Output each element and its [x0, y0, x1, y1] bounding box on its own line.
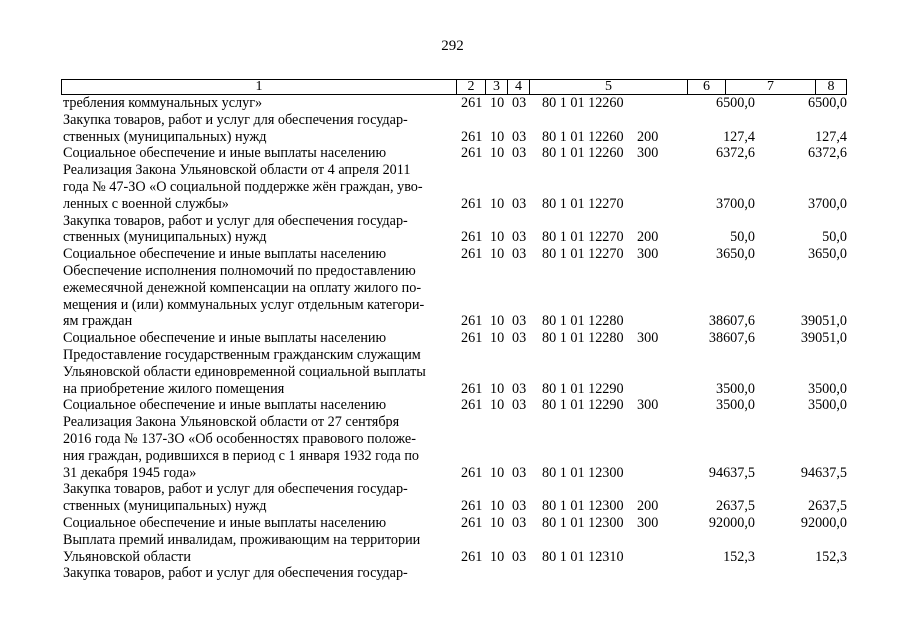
section-code: 10: [490, 330, 505, 347]
section-code: 10: [490, 128, 505, 145]
subsection-code: 03: [512, 145, 527, 162]
admin-code: 261: [461, 330, 483, 347]
admin-code: 261: [461, 514, 483, 531]
target-article-code: 80 1 01 12300: [542, 464, 624, 481]
row-name-line: 2016 года № 137-ЗО «Об особенностях правового положе-: [63, 430, 416, 447]
row-name: [63, 162, 455, 212]
amount-year-1: 3700,0: [715, 195, 755, 212]
target-article-code: 80 1 01 12300: [542, 514, 624, 531]
subsection-code: 03: [512, 128, 527, 145]
amount-year-2: 127,4: [815, 128, 847, 145]
expense-type-code: 300: [637, 514, 659, 531]
row-name: [63, 347, 455, 397]
target-article-code: 80 1 01 12270: [542, 246, 624, 263]
amount-year-1: 127,4: [723, 128, 755, 145]
row-name: [63, 263, 455, 330]
row-name: [63, 532, 455, 566]
table-row: [0, 397, 905, 414]
row-name: [63, 515, 455, 532]
row-name: [63, 330, 455, 347]
section-code: 10: [490, 548, 505, 565]
subsection-code: 03: [512, 95, 527, 111]
row-name-line: Социальное обеспечение и иные выплаты населению: [63, 145, 387, 162]
table-row: [0, 112, 905, 146]
amount-year-1: 6372,6: [715, 145, 755, 162]
subsection-code: 03: [512, 514, 527, 531]
amount-year-2: 50,0: [822, 229, 847, 246]
section-code: 10: [490, 145, 505, 162]
row-name: [63, 95, 455, 112]
row-name-line: Закупка товаров, работ и услуг для обеспечения государ-: [63, 111, 408, 128]
section-code: 10: [490, 380, 505, 397]
admin-code: 261: [461, 397, 483, 414]
subsection-code: 03: [512, 548, 527, 565]
admin-code: 261: [461, 246, 483, 263]
table-row: [0, 213, 905, 247]
admin-code: 261: [461, 145, 483, 162]
row-name-line: требления коммунальных услуг»: [63, 95, 263, 111]
page-number: 292: [441, 38, 464, 54]
subsection-code: 03: [512, 313, 527, 330]
section-code: 10: [490, 464, 505, 481]
row-name-line: ственных (муниципальных) нужд: [63, 128, 267, 145]
subsection-code: 03: [512, 397, 527, 414]
row-name-line: ственных (муниципальных) нужд: [63, 229, 267, 246]
amount-year-1: 92000,0: [708, 514, 755, 531]
admin-code: 261: [461, 380, 483, 397]
header-col-4: 4: [508, 80, 530, 94]
amount-year-1: 152,3: [723, 548, 755, 565]
amount-year-1: 3500,0: [715, 397, 755, 414]
section-code: 10: [490, 313, 505, 330]
target-article-code: 80 1 01 12280: [542, 330, 624, 347]
section-code: 10: [490, 514, 505, 531]
section-code: 10: [490, 246, 505, 263]
header-col-7: 7: [726, 80, 816, 94]
row-name-line: ния граждан, родившихся в период с 1 января 1932 года по: [63, 447, 420, 464]
header-col-6: 6: [688, 80, 726, 94]
subsection-code: 03: [512, 229, 527, 246]
target-article-code: 80 1 01 12310: [542, 548, 624, 565]
admin-code: 261: [461, 498, 483, 515]
row-name-line: Реализация Закона Ульяновской области от 27 сентября: [63, 414, 400, 431]
target-article-code: 80 1 01 12270: [542, 229, 624, 246]
expense-type-code: 200: [637, 229, 659, 246]
section-code: 10: [490, 397, 505, 414]
target-article-code: 80 1 01 12260: [542, 145, 624, 162]
target-article-code: 80 1 01 12290: [542, 380, 624, 397]
row-name-line: Закупка товаров, работ и услуг для обеспечения государ-: [63, 481, 408, 498]
subsection-code: 03: [512, 330, 527, 347]
row-name-line: ственных (муниципальных) нужд: [63, 498, 267, 515]
row-name-line: ленных с военной службы»: [63, 195, 229, 212]
section-code: 10: [490, 498, 505, 515]
row-name: [63, 246, 455, 263]
amount-year-2: 152,3: [815, 548, 847, 565]
table-row: [0, 145, 905, 162]
amount-year-2: 3700,0: [807, 195, 847, 212]
amount-year-2: 92000,0: [800, 514, 847, 531]
header-col-3: 3: [486, 80, 508, 94]
subsection-code: 03: [512, 246, 527, 263]
row-name-line: Выплата премий инвалидам, проживающим на территории: [63, 531, 421, 548]
table-row: [0, 414, 905, 481]
expense-type-code: 200: [637, 498, 659, 515]
admin-code: 261: [461, 128, 483, 145]
subsection-code: 03: [512, 380, 527, 397]
target-article-code: 80 1 01 12290: [542, 397, 624, 414]
table-header: [61, 79, 847, 95]
table-body: [0, 95, 905, 582]
amount-year-1: 38607,6: [708, 330, 755, 347]
amount-year-1: 3650,0: [715, 246, 755, 263]
expense-type-code: 300: [637, 330, 659, 347]
header-col-1: 1: [62, 80, 457, 94]
table-row: [0, 565, 905, 582]
admin-code: 261: [461, 195, 483, 212]
target-article-code: 80 1 01 12270: [542, 195, 624, 212]
amount-year-2: 3650,0: [807, 246, 847, 263]
amount-year-1: 2637,5: [715, 498, 755, 515]
row-name: [63, 481, 455, 515]
row-name-line: Социальное обеспечение и иные выплаты населению: [63, 330, 387, 347]
amount-year-2: 3500,0: [807, 380, 847, 397]
target-article-code: 80 1 01 12300: [542, 498, 624, 515]
table-row: [0, 330, 905, 347]
row-name-line: на приобретение жилого помещения: [63, 380, 285, 397]
table-row: [0, 515, 905, 532]
amount-year-2: 2637,5: [807, 498, 847, 515]
admin-code: 261: [461, 313, 483, 330]
table-row: [0, 532, 905, 566]
row-name-line: 31 декабря 1945 года»: [63, 464, 197, 481]
row-name-line: ям граждан: [63, 313, 133, 330]
row-name-line: мещения и (или) коммунальных услуг отдельным категори-: [63, 296, 425, 313]
amount-year-2: 39051,0: [800, 330, 847, 347]
row-name-line: Социальное обеспечение и иные выплаты населению: [63, 397, 387, 414]
table-row: [0, 95, 905, 112]
target-article-code: 80 1 01 12260: [542, 128, 624, 145]
header-col-5: 5: [530, 80, 688, 94]
amount-year-2: 3500,0: [807, 397, 847, 414]
row-name: [63, 397, 455, 414]
row-name: [63, 112, 455, 146]
row-name-line: Ульяновской области единовременной социальной выплаты: [63, 363, 426, 380]
table-row: [0, 481, 905, 515]
row-name: [63, 213, 455, 247]
subsection-code: 03: [512, 498, 527, 515]
row-name-line: Социальное обеспечение и иные выплаты населению: [63, 246, 387, 263]
expense-type-code: 300: [637, 397, 659, 414]
table-row: [0, 263, 905, 330]
row-name-line: ежемесячной денежной компенсации на оплату жилого по-: [63, 279, 422, 296]
row-name: [63, 145, 455, 162]
subsection-code: 03: [512, 195, 527, 212]
admin-code: 261: [461, 464, 483, 481]
target-article-code: 80 1 01 12260: [542, 95, 624, 111]
admin-code: 261: [461, 229, 483, 246]
row-name-line: Ульяновской области: [63, 548, 191, 565]
expense-type-code: 200: [637, 128, 659, 145]
row-name: [63, 414, 455, 481]
amount-year-1: 6500,0: [715, 95, 755, 111]
row-name-line: Реализация Закона Ульяновской области от 4 апреля 2011: [63, 162, 411, 179]
amount-year-2: 6500,0: [807, 95, 847, 111]
amount-year-1: 50,0: [730, 229, 755, 246]
row-name-line: года № 47-ЗО «О социальной поддержке жён граждан, уво-: [63, 178, 423, 195]
amount-year-2: 39051,0: [800, 313, 847, 330]
row-name: [63, 565, 455, 582]
row-name-line: Обеспечение исполнения полномочий по предоставлению: [63, 262, 416, 279]
amount-year-2: 94637,5: [800, 464, 847, 481]
row-name-line: Закупка товаров, работ и услуг для обеспечения государ-: [63, 565, 408, 582]
row-name-line: Закупка товаров, работ и услуг для обеспечения государ-: [63, 212, 408, 229]
section-code: 10: [490, 195, 505, 212]
row-name-line: Социальное обеспечение и иные выплаты населению: [63, 514, 387, 531]
table-row: [0, 347, 905, 397]
table-row: [0, 162, 905, 212]
amount-year-2: 6372,6: [807, 145, 847, 162]
table-row: [0, 246, 905, 263]
target-article-code: 80 1 01 12280: [542, 313, 624, 330]
row-name-line: Предоставление государственным гражданским служащим: [63, 346, 421, 363]
section-code: 10: [490, 95, 505, 111]
amount-year-1: 38607,6: [708, 313, 755, 330]
expense-type-code: 300: [637, 246, 659, 263]
amount-year-1: 3500,0: [715, 380, 755, 397]
subsection-code: 03: [512, 464, 527, 481]
amount-year-1: 94637,5: [708, 464, 755, 481]
admin-code: 261: [461, 548, 483, 565]
header-col-8: 8: [827, 79, 835, 94]
expense-type-code: 300: [637, 145, 659, 162]
header-col-2: 2: [457, 80, 486, 94]
admin-code: 261: [461, 95, 483, 111]
section-code: 10: [490, 229, 505, 246]
